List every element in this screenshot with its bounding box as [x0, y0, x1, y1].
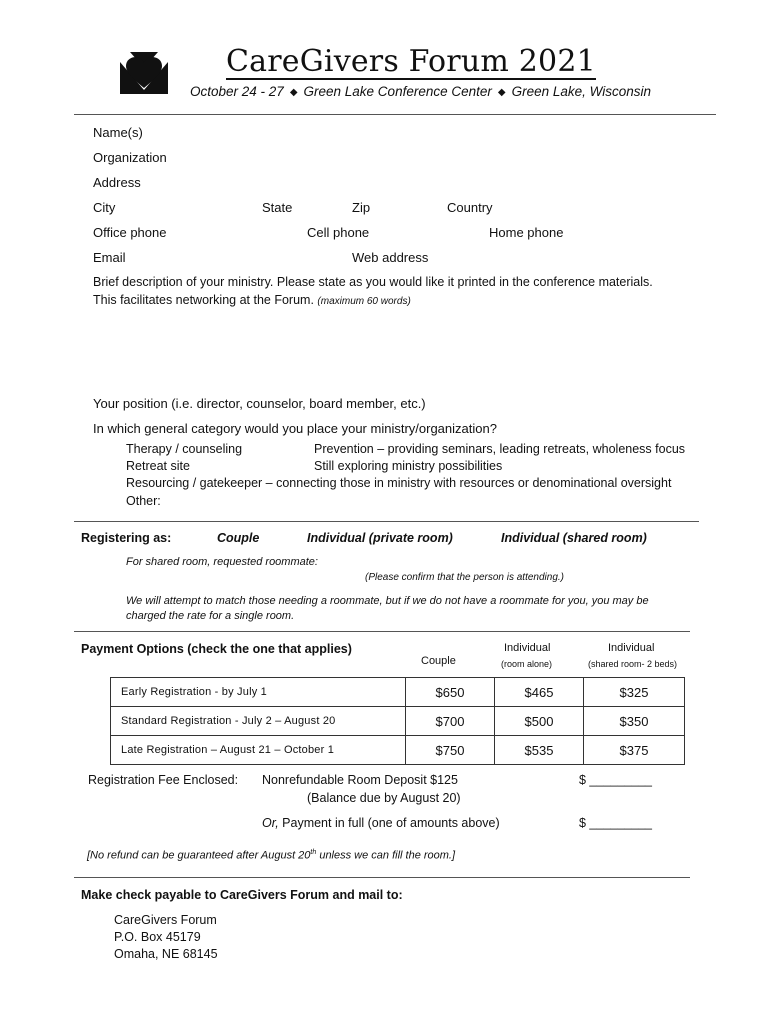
price-alone[interactable]: $535 [495, 736, 584, 765]
or-label: Or, [262, 816, 279, 830]
address-label: Address [93, 175, 141, 190]
price-couple[interactable]: $750 [406, 736, 495, 765]
col-individual-shared-sub: (shared room- 2 beds) [588, 659, 678, 669]
balance-note: (Balance due by August 20) [307, 791, 461, 805]
ministry-word-limit: (maximum 60 words) [317, 296, 411, 307]
email-label: Email [93, 250, 126, 265]
position-label: Your position (i.e. director, counselor, board member, etc.) [93, 396, 426, 411]
diamond-icon: ◆ [289, 87, 298, 98]
price-shared[interactable]: $325 [584, 678, 685, 707]
registering-option-private[interactable]: Individual (private room) [307, 531, 453, 545]
row-label: Late Registration – August 21 – October 1 [111, 736, 406, 765]
office-phone-label: Office phone [93, 225, 167, 240]
category-option[interactable]: Prevention – providing seminars, leading retreats, wholeness focus [314, 442, 686, 456]
web-address-label: Web address [352, 250, 429, 265]
price-alone[interactable]: $500 [495, 707, 584, 736]
divider [74, 114, 716, 115]
refund-note [87, 849, 455, 862]
state-label: State [262, 200, 293, 215]
registering-label: Registering as: [81, 531, 172, 545]
roommate-note-line2: charged the rate for a single room. [126, 610, 295, 622]
diamond-icon: ◆ [497, 87, 506, 98]
payment-title: Payment Options (check the one that applies) [81, 642, 352, 656]
roommate-label: For shared room, requested roommate: [126, 556, 318, 568]
category-option[interactable]: Therapy / counseling [126, 442, 243, 456]
divider [74, 631, 690, 632]
refund-text-b: unless we can fill the room.] [316, 849, 456, 862]
home-phone-label: Home phone [489, 225, 564, 240]
full-amount-blank[interactable]: $ _________ [579, 816, 652, 830]
table-row [111, 707, 685, 736]
category-option[interactable]: Retreat site [126, 459, 190, 473]
row-label: Early Registration - by July 1 [111, 678, 406, 707]
col-couple-header: Couple [421, 655, 456, 667]
cell-phone-label: Cell phone [307, 225, 370, 240]
price-shared[interactable]: $350 [584, 707, 685, 736]
category-option[interactable]: Other: [126, 494, 161, 508]
price-shared[interactable]: $375 [584, 736, 685, 765]
heart-logo-icon [118, 50, 170, 96]
refund-text-a: [No refund can be guaranteed after August 20 [87, 849, 311, 862]
divider [74, 521, 699, 522]
names-label: Name(s) [93, 125, 143, 140]
col-individual-alone-sub: (room alone) [501, 659, 553, 669]
mail-line2: P.O. Box 45179 [114, 930, 201, 944]
category-option[interactable]: Still exploring ministry possibilities [314, 459, 503, 473]
full-payment-option[interactable] [262, 816, 500, 830]
col-individual-shared-header: Individual [608, 642, 655, 654]
category-option[interactable]: Resourcing / gatekeeper – connecting those in ministry with resources or denominational oversight [126, 476, 672, 490]
deposit-option[interactable]: Nonrefundable Room Deposit $125 [262, 773, 458, 787]
page-title: CareGivers Forum 2021 [226, 44, 596, 79]
col-individual-alone-header: Individual [504, 642, 551, 654]
table-row [111, 678, 685, 707]
roommate-confirm-note: (Please confirm that the person is attending.) [365, 572, 564, 583]
registering-option-shared[interactable]: Individual (shared room) [501, 531, 647, 545]
price-couple[interactable]: $700 [406, 707, 495, 736]
zip-label: Zip [352, 200, 371, 215]
mail-line1: CareGivers Forum [114, 913, 217, 927]
country-label: Country [447, 200, 493, 215]
refund-sup: th [310, 849, 317, 856]
price-table [110, 677, 685, 765]
divider [74, 877, 690, 878]
ministry-description-line2 [93, 293, 411, 307]
full-payment-text: Payment in full (one of amounts above) [282, 816, 500, 830]
event-dates: October 24 - 27 [190, 84, 284, 99]
row-label: Standard Registration - July 2 – August 20 [111, 707, 406, 736]
logo [118, 50, 170, 96]
category-question: In which general category would you place your ministry/organization? [93, 421, 497, 436]
price-couple[interactable]: $650 [406, 678, 495, 707]
ministry-description-line1: Brief description of your ministry. Please state as you would like it printed in the conference materials. [93, 275, 653, 289]
city-label: City [93, 200, 116, 215]
registering-option-couple[interactable]: Couple [217, 531, 260, 545]
fee-label: Registration Fee Enclosed: [88, 773, 239, 787]
ministry-description-text: This facilitates networking at the Forum. [93, 293, 314, 307]
event-subtitle [190, 84, 651, 99]
event-venue: Green Lake Conference Center [303, 84, 492, 99]
event-city: Green Lake, Wisconsin [511, 84, 652, 99]
mail-line3: Omaha, NE 68145 [114, 947, 218, 961]
organization-label: Organization [93, 150, 167, 165]
mail-title: Make check payable to CareGivers Forum and mail to: [81, 888, 403, 902]
deposit-amount-blank[interactable]: $ _________ [579, 773, 652, 787]
roommate-note-line1: We will attempt to match those needing a roommate, but if we do not have a roommate for you, you may be [126, 595, 649, 607]
table-row [111, 736, 685, 765]
price-alone[interactable]: $465 [495, 678, 584, 707]
